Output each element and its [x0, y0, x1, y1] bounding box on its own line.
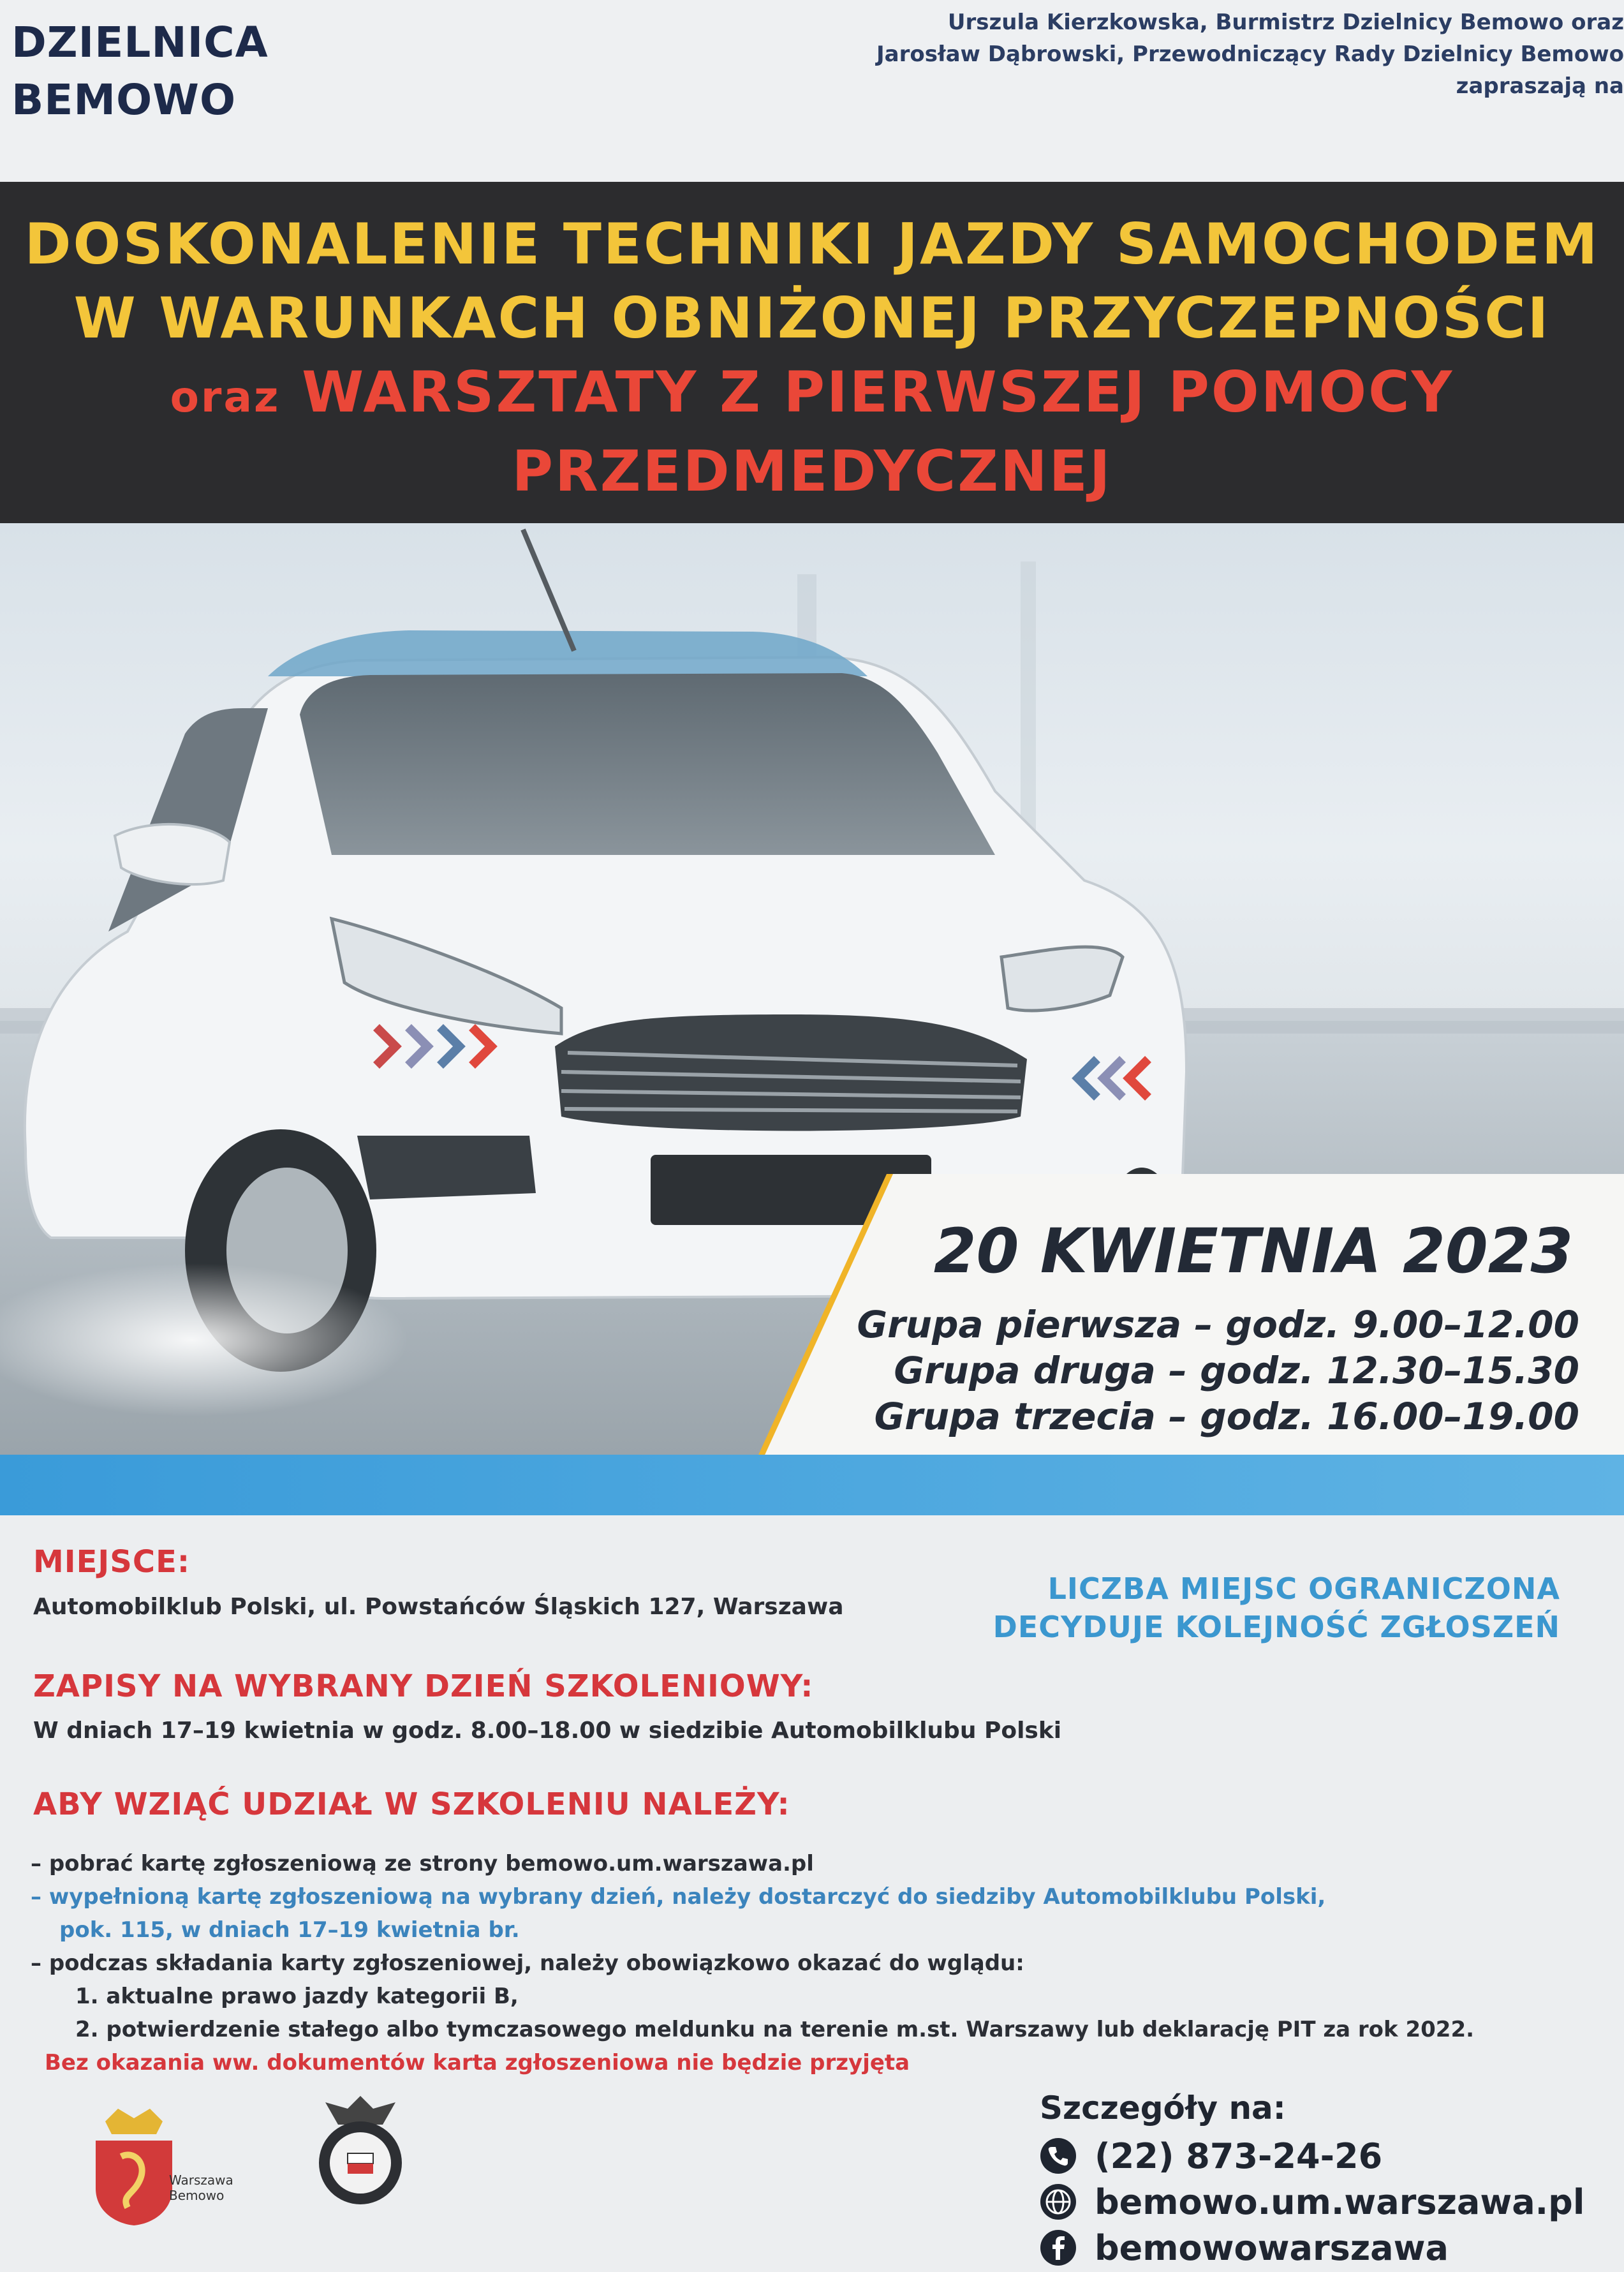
website-contact [1040, 2179, 1584, 2225]
requirement-3: – podczas składania karty zgłoszeniowej, należy obowiązkowo okazać do wglądu: [31, 1950, 1024, 1976]
registration-text: W dniach 17–19 kwietnia w godz. 8.00–18.00 w siedzibie Automobilklubu Polski [33, 1718, 1062, 1744]
requirement-2a: – wypełnioną kartę zgłoszeniową na wybrany dzień, należy dostarczyć do siedziby Automobilklubu Polski, [31, 1884, 1326, 1910]
warszawa-logo-line-1: Warszawa [169, 2172, 233, 2188]
invite-line-1: Urszula Kierzkowska, Burmistrz Dzielnicy Bemowo oraz [947, 10, 1624, 35]
requirement-1: – pobrać kartę zgłoszeniową ze strony bemowo.um.warszawa.pl [31, 1851, 814, 1876]
limited-seats-notice [922, 1570, 1560, 1646]
requirements-warning: Bez okazania ww. dokumentów karta zgłoszeniowa nie będzie przyjęta [45, 2050, 910, 2075]
warszawa-logo-text [169, 2172, 233, 2203]
district-line-1: DZIELNICA [11, 18, 269, 67]
warszawa-logo-line-2: Bemowo [169, 2188, 225, 2203]
website-url: bemowo.um.warszawa.pl [1095, 2181, 1585, 2222]
requirements-label: ABY WZIĄĆ UDZIAŁ W SZKOLENIU NALEŻY: [33, 1786, 790, 1822]
group-3: Grupa trzecia – godz. 16.00–19.00 [874, 1395, 1579, 1438]
requirement-2b: pok. 115, w dniach 17–19 kwietnia br. [59, 1917, 520, 1943]
facebook-contact [1040, 2225, 1584, 2271]
title-banner [0, 182, 1624, 523]
phone-contact [1040, 2133, 1584, 2179]
requirement-3-sub-1: 1. aktualne prawo jazdy kategorii B, [75, 1984, 519, 2009]
place-label: MIEJSCE: [33, 1544, 191, 1580]
group-schedule [814, 1302, 1579, 1439]
blue-stripe [0, 1455, 1624, 1515]
invite-line-2: Jarosław Dąbrowski, Przewodniczący Rady Dzielnicy Bemowo [876, 41, 1624, 67]
event-title [0, 207, 1624, 509]
facebook-icon [1040, 2229, 1077, 2266]
title-line-3-prefix: oraz [170, 373, 281, 422]
requirement-3-sub-2: 2. potwierdzenie stałego albo tymczasowego meldunku na terenie m.st. Warszawy lub deklarację PIT za rok 2022. [75, 2017, 1475, 2042]
title-line-3-main: WARSZTATY Z PIERWSZEJ POMOCY [302, 359, 1454, 425]
facebook-handle: bemowowarszawa [1095, 2227, 1449, 2268]
group-2: Grupa druga – godz. 12.30–15.30 [894, 1349, 1579, 1392]
registration-label: ZAPISY NA WYBRANY DZIEŃ SZKOLENIOWY: [33, 1668, 814, 1704]
invitation-text [540, 6, 1624, 102]
contact-details [1040, 2090, 1584, 2271]
title-line-1: DOSKONALENIE TECHNIKI JAZDY SAMOCHODEM [24, 211, 1600, 277]
requirements-list [31, 1847, 1474, 2079]
place-address: Automobilklub Polski, ul. Powstańców Śląskich 127, Warszawa [33, 1594, 844, 1620]
title-line-4: PRZEDMEDYCZNEJ [512, 438, 1112, 504]
notice-line-2: DECYDUJE KOLEJNOŚĆ ZGŁOSZEŃ [993, 1610, 1560, 1644]
globe-icon [1040, 2183, 1077, 2220]
automobilklub-logo-icon [313, 2090, 408, 2211]
title-line-2: W WARUNKACH OBNIŻONEJ PRZYCZEPNOŚCI [73, 285, 1551, 351]
event-date: 20 KWIETNIA 2023 [933, 1215, 1574, 1287]
phone-number: (22) 873-24-26 [1095, 2135, 1383, 2176]
title-line-3 [0, 355, 1624, 434]
invite-line-3: zapraszają na [1456, 73, 1624, 99]
phone-icon [1040, 2137, 1077, 2174]
warszawa-crest-icon [83, 2105, 185, 2227]
district-line-2: BEMOWO [11, 75, 237, 124]
district-name [11, 14, 269, 129]
details-label: Szczegóły na: [1040, 2090, 1286, 2127]
header [0, 0, 1624, 182]
notice-line-1: LICZBA MIEJSC OGRANICZONA [1047, 1571, 1560, 1606]
group-1: Grupa pierwsza – godz. 9.00–12.00 [857, 1303, 1579, 1346]
